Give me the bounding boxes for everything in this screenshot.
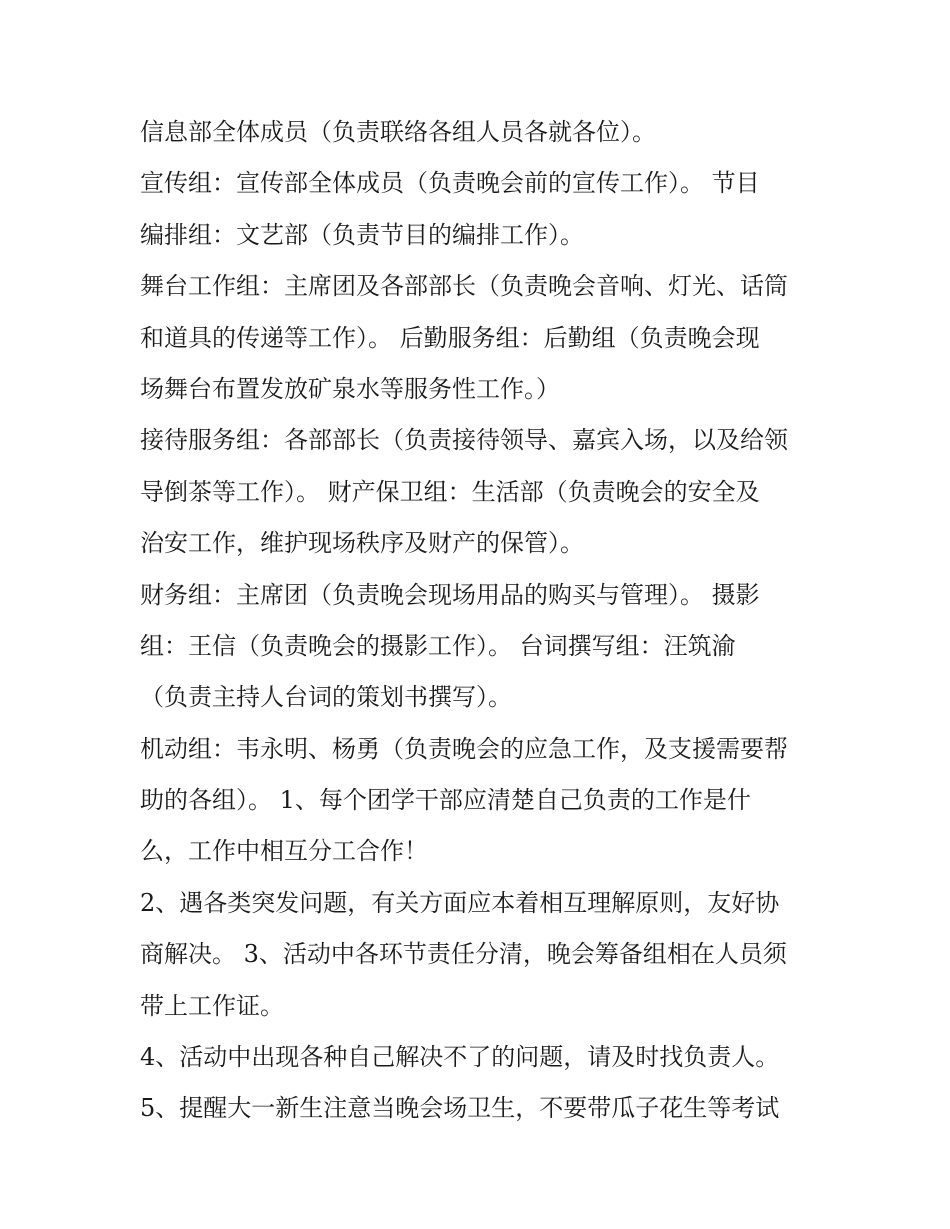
text-line: 5、提醒大一新生注意当晚会场卫生，不要带瓜子花生等考试 — [140, 1094, 780, 1123]
text-line: 场舞台布置发放矿泉水等服务性工作。） — [140, 374, 560, 403]
text-line: 导倒茶等工作）。 财产保卫组：生活部（负责晚会的安全及 — [140, 477, 760, 506]
text-line: 接待服务组：各部部长（负责接待领导、嘉宾入场，以及给领 — [140, 426, 788, 455]
text-line: 治安工作，维护现场秩序及财产的保管）。 — [140, 529, 584, 558]
text-line: 助的各组）。 1、每个团学干部应清楚自己负责的工作是什 — [140, 786, 751, 815]
text-line: 么，工作中相互分工合作！ — [140, 837, 428, 866]
text-line: 编排组：文艺部（负责节目的编排工作）。 — [140, 220, 584, 249]
text-line: 信息部全体成员（负责联络各组人员各就各位）。 — [140, 118, 656, 146]
text-line: 舞台工作组：主席团及各部部长（负责晚会音响、灯光、话筒 — [140, 272, 788, 301]
document-body — [140, 107, 830, 1135]
text-line: 4、活动中出现各种自己解决不了的问题，请及时找负责人。 — [140, 1043, 780, 1072]
text-line: 财务组：主席团（负责晚会现场用品的购买与管理）。 摄影 — [140, 580, 760, 609]
text-line: 带上工作证。 — [140, 991, 284, 1020]
text-line: 和道具的传递等工作）。 后勤服务组：后勤组（负责晚会现 — [140, 323, 760, 352]
text-line: 2、遇各类突发问题，有关方面应本着相互理解原则，友好协 — [140, 888, 780, 917]
text-line: 机动组：韦永明、杨勇（负责晚会的应急工作，及支援需要帮 — [140, 734, 788, 763]
text-line: 组：王信（负责晚会的摄影工作）。 台词撰写组：汪筑渝 — [140, 631, 736, 660]
text-line: 宣传组：宣传部全体成员（负责晚会前的宣传工作）。 节目 — [140, 169, 760, 198]
text-line: 商解决。 3、活动中各环节责任分清，晚会筹备组相在人员须 — [140, 940, 787, 969]
text-line: （负责主持人台词的策划书撰写）。 — [140, 683, 512, 712]
